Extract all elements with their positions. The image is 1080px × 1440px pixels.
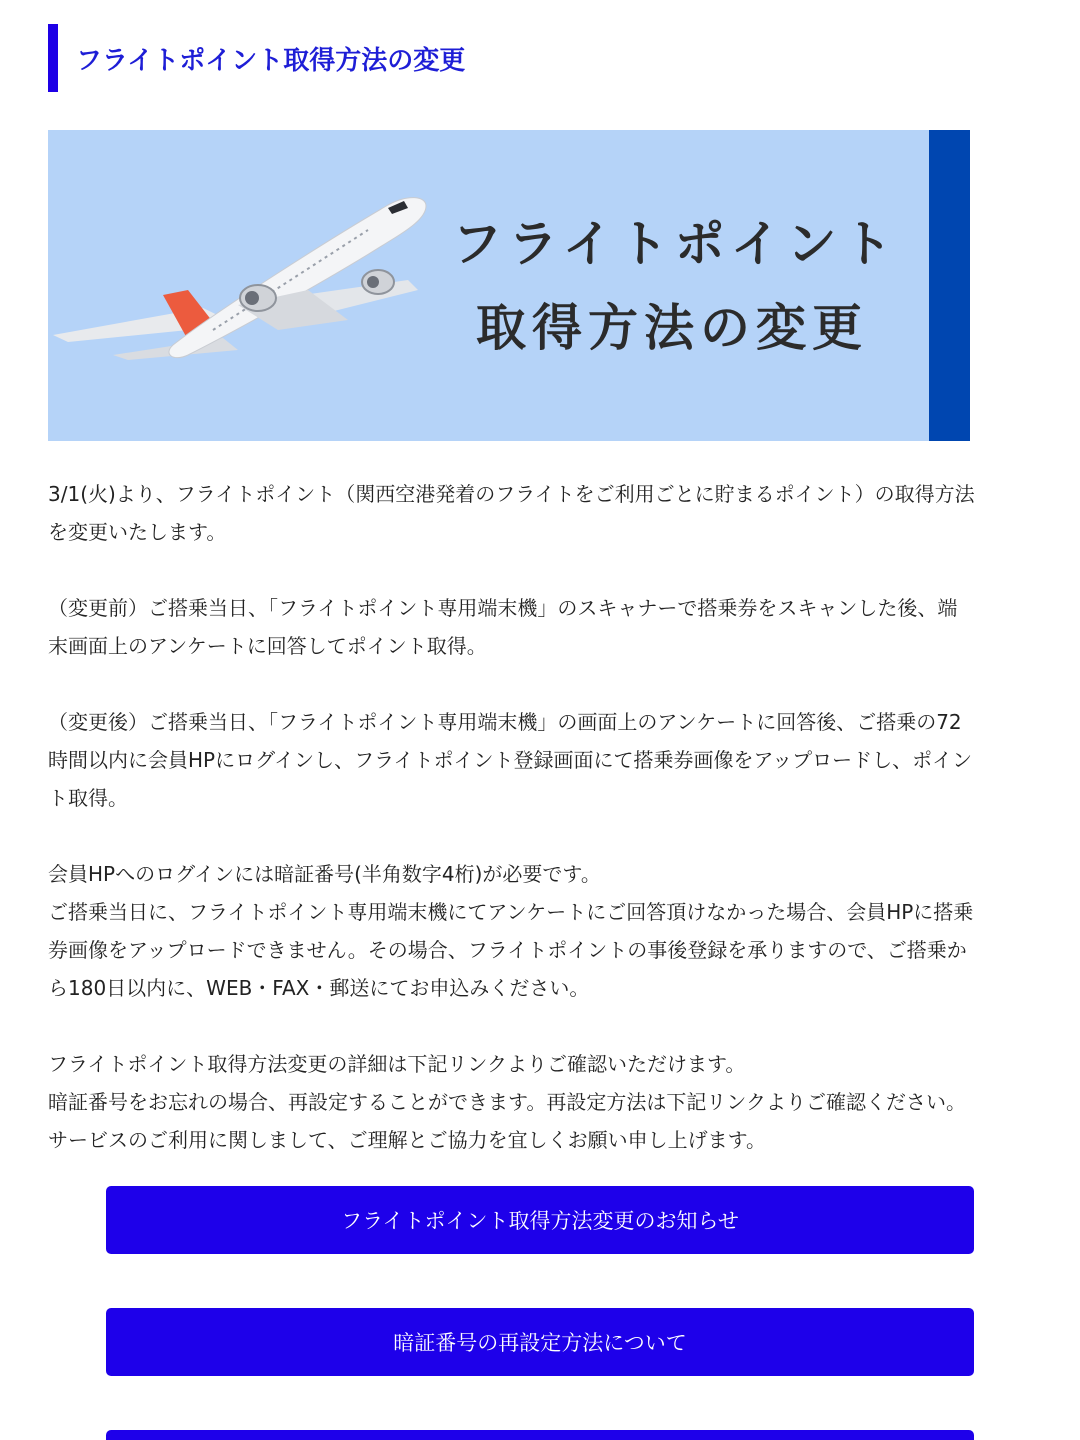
article-body bbox=[48, 475, 1032, 1159]
notice-link-button[interactable]: フライトポイント取得方法変更のお知らせ bbox=[106, 1186, 974, 1254]
heading-accent-bar bbox=[48, 24, 58, 92]
hero-banner bbox=[48, 130, 970, 441]
pin-reset-link-button[interactable]: 暗証番号の再設定方法について bbox=[106, 1308, 974, 1376]
paragraph-after-change: （変更後）ご搭乗当日、「フライトポイント専用端末機」の画面上のアンケートに回答後、ご搭乗の72 時間以内に会員HPにログインし、フライトポイント登録画面にて搭乗券画像をアップロードし、ポイン ト取得。 bbox=[48, 710, 973, 810]
banner-side-stripe bbox=[929, 130, 970, 441]
paragraph-login-note: 会員HPへのログインには暗証番号(半角数字4桁)が必要です。 bbox=[48, 862, 601, 886]
paragraph-details-link-note: フライトポイント取得方法変更の詳細は下記リンクよりご確認いただけます。 bbox=[48, 1052, 746, 1076]
third-link-button[interactable] bbox=[106, 1430, 974, 1440]
banner-title-line-2: 取得方法の変更 bbox=[476, 299, 868, 357]
section-heading bbox=[48, 24, 465, 92]
paragraph-intro: 3/1(火)より、フライトポイント（関西空港発着のフライトをご利用ごとに貯まるポイント）の取得方法 を変更いたします。 bbox=[48, 482, 975, 544]
paragraph-late-registration: ご搭乗当日に、フライトポイント専用端末機にてアンケートにご回答頂けなかった場合、会員HPに搭乗 券画像をアップロードできません。その場合、フライトポイントの事後登録を承りますので、ご搭乗か ら180日以内に、WEB・FAX・郵送にてお申込みください。 bbox=[48, 900, 974, 1000]
banner-title-line-1: フライトポイント bbox=[452, 215, 899, 273]
paragraph-before-change: （変更前）ご搭乗当日、「フライトポイント専用端末機」のスキャナーで搭乗券をスキャンした後、端 末画面上のアンケートに回答してポイント取得。 bbox=[48, 596, 958, 658]
page-title: フライトポイント取得方法の変更 bbox=[76, 45, 466, 76]
airplane-illustration bbox=[48, 130, 448, 441]
paragraph-pin-reset-note: 暗証番号をお忘れの場合、再設定することができます。再設定方法は下記リンクよりご確認ください。 bbox=[48, 1090, 966, 1114]
paragraph-closing: サービスのご利用に関しまして、ご理解とご協力を宜しくお願い申し上げます。 bbox=[48, 1128, 766, 1152]
